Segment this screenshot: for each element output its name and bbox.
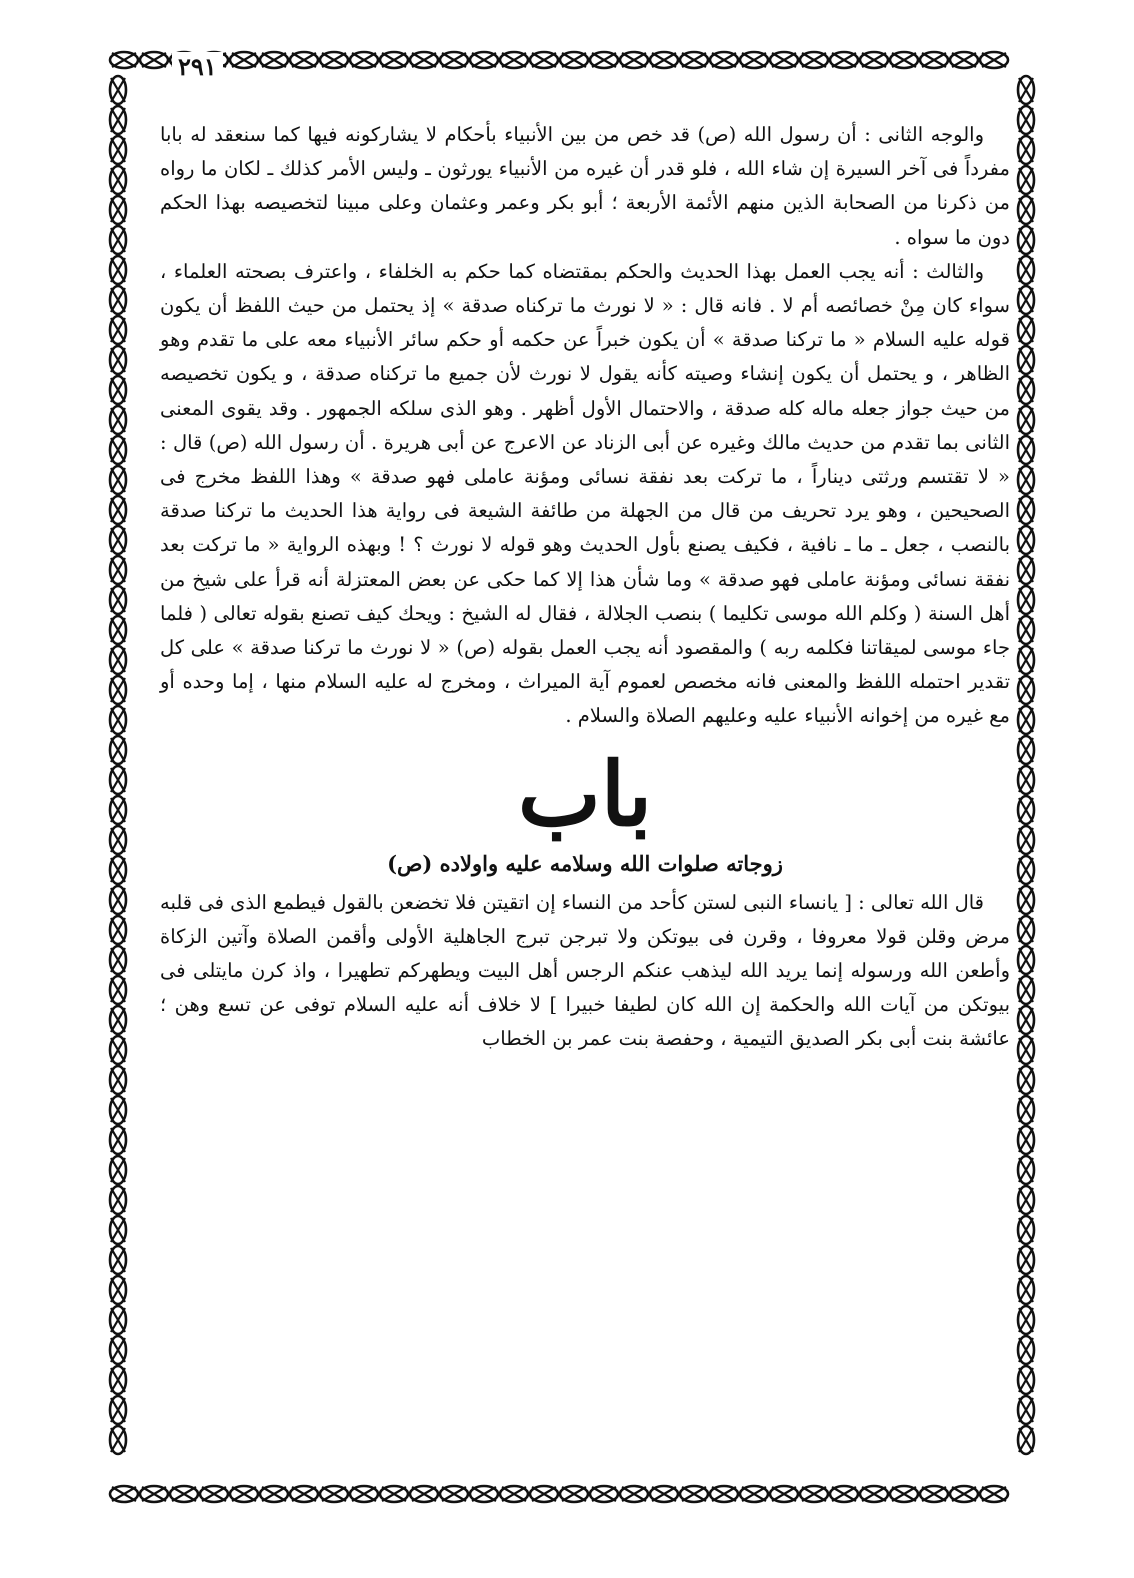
border-link <box>1018 76 1034 104</box>
border-link <box>1018 376 1034 404</box>
border-link <box>500 1486 528 1502</box>
border-link <box>110 466 126 494</box>
border-link <box>110 316 126 344</box>
border-link <box>110 1036 126 1064</box>
border-link <box>350 1486 378 1502</box>
border-link <box>110 1066 126 1094</box>
border-link <box>1018 136 1034 164</box>
border-link <box>110 736 126 764</box>
border-link <box>110 106 126 134</box>
border-link <box>980 52 1008 68</box>
border-link <box>1018 1126 1034 1154</box>
border-link <box>260 52 288 68</box>
border-link <box>680 52 708 68</box>
border-link <box>710 1486 738 1502</box>
border-link <box>890 52 918 68</box>
border-link <box>110 1096 126 1124</box>
border-link <box>1018 736 1034 764</box>
border-link <box>650 1486 678 1502</box>
border-link <box>530 52 558 68</box>
border-link <box>890 1486 918 1502</box>
border-link <box>770 52 798 68</box>
border-link <box>1018 976 1034 1004</box>
border-link <box>620 52 648 68</box>
border-link <box>110 226 126 254</box>
border-link <box>110 556 126 584</box>
border-link <box>650 52 678 68</box>
border-link <box>1018 346 1034 374</box>
border-link <box>110 1336 126 1364</box>
border-link <box>1018 856 1034 884</box>
border-link <box>1018 1216 1034 1244</box>
border-link <box>830 1486 858 1502</box>
border-link <box>740 52 768 68</box>
border-link <box>200 1486 228 1502</box>
border-link <box>110 526 126 554</box>
border-link <box>410 52 438 68</box>
border-link <box>470 52 498 68</box>
border-link <box>1018 1246 1034 1274</box>
border-link <box>590 52 618 68</box>
border-link <box>530 1486 558 1502</box>
border-link <box>1018 1186 1034 1214</box>
border-link <box>1018 436 1034 464</box>
border-link <box>110 286 126 314</box>
border-link <box>1018 286 1034 314</box>
border-link <box>110 1396 126 1424</box>
border-link <box>110 1006 126 1034</box>
border-link <box>1018 1426 1034 1454</box>
border-link <box>110 1276 126 1304</box>
border-link <box>1018 556 1034 584</box>
border-link <box>1018 646 1034 674</box>
border-link <box>920 52 948 68</box>
border-link <box>110 646 126 674</box>
border-link <box>830 52 858 68</box>
border-link <box>1018 766 1034 794</box>
border-link <box>1018 1396 1034 1424</box>
border-link <box>1018 916 1034 944</box>
border-link <box>110 76 126 104</box>
border-link <box>1018 316 1034 344</box>
border-link <box>800 52 828 68</box>
border-link <box>110 1246 126 1274</box>
border-link <box>110 406 126 434</box>
border-link <box>140 1486 168 1502</box>
border-link <box>500 52 528 68</box>
border-link <box>110 796 126 824</box>
paragraph: قال الله تعالى : [ يانساء النبى لستن كأحد من النساء إن اتقيتن فلا تخضعن بالقول فيطمع الذى فى قلبه مرض وقلن قولا معروفا ، وقرن فى بيوتكن ولا تبرجن تبرج الجاهلية الأولى وأقمن الصلاة وآتين الزكاة وأطعن الله ورسوله إنما يريد الله ليذهب عنكم الرجس أهل البيت ويطهركم تطهيرا ، واذ كرن مايتلى فى بيوتكن من آيات الله والحكمة إن الله كان لطيفا خبيرا ] لا خلاف أنه عليه السلام توفى عن تسع وهن ؛ عائشة بنت أبى بكر الصديق التيمية ، وحفصة بنت عمر بن الخطاب <box>160 890 1010 1051</box>
border-link <box>860 52 888 68</box>
border-link <box>110 166 126 194</box>
border-link <box>380 1486 408 1502</box>
border-link <box>110 1306 126 1334</box>
border-link <box>110 616 126 644</box>
border-link <box>1018 406 1034 434</box>
border-link <box>1018 886 1034 914</box>
border-link <box>560 52 588 68</box>
border-link <box>980 1486 1008 1502</box>
border-link <box>170 1486 198 1502</box>
border-link <box>410 1486 438 1502</box>
border-link <box>1018 1366 1034 1394</box>
border-link <box>1018 166 1034 194</box>
border-link <box>110 1426 126 1454</box>
border-link <box>1018 1306 1034 1334</box>
border-link <box>1018 496 1034 524</box>
paragraph: والوجه الثانى : أن رسول الله (ص) قد خص من بين الأنبياء بأحكام لا يشاركونه فيها كما سنعقد له بابا مفرداً فى آخر السيرة إن شاء الله ، فلو قدر أن غيره من الأنبياء يورثون ـ وليس الأمر كذلك ـ لكان ما رواه من ذكرنا من الصحابة الذين منهم الأئمة الأربعة ؛ أبو بكر وعمر وعثمان وعلى مبينا لتخصيصه بهذا الحكم دون ما سواه . <box>160 123 1010 249</box>
border-link <box>110 1126 126 1154</box>
border-link <box>230 1486 258 1502</box>
border-link <box>800 1486 828 1502</box>
border-link <box>1018 676 1034 704</box>
border-link <box>740 1486 768 1502</box>
border-link <box>1018 826 1034 854</box>
border-link <box>950 1486 978 1502</box>
border-link <box>440 52 468 68</box>
border-link <box>110 976 126 1004</box>
border-link <box>440 1486 468 1502</box>
border-link <box>770 1486 798 1502</box>
border-link <box>1018 586 1034 614</box>
border-link <box>920 1486 948 1502</box>
border-link <box>1018 466 1034 494</box>
border-link <box>1018 616 1034 644</box>
border-link <box>1018 1006 1034 1034</box>
border-link <box>860 1486 888 1502</box>
border-link <box>470 1486 498 1502</box>
border-link <box>710 52 738 68</box>
border-link <box>110 826 126 854</box>
border-link <box>110 436 126 464</box>
border-link <box>320 1486 348 1502</box>
border-link <box>110 1216 126 1244</box>
border-link <box>110 706 126 734</box>
border-link <box>1018 946 1034 974</box>
border-link <box>1018 1276 1034 1304</box>
page-body <box>160 118 1010 1057</box>
border-link <box>140 52 168 68</box>
border-link <box>1018 1156 1034 1184</box>
border-link <box>260 1486 288 1502</box>
chapter-title: باب <box>517 741 653 846</box>
border-link <box>110 586 126 614</box>
border-link <box>1018 1036 1034 1064</box>
border-link <box>110 376 126 404</box>
border-link <box>590 1486 618 1502</box>
border-link <box>1018 1336 1034 1364</box>
border-link <box>380 52 408 68</box>
border-link <box>110 766 126 794</box>
border-link <box>110 1366 126 1394</box>
border-link <box>110 196 126 224</box>
border-link <box>110 52 138 68</box>
border-link <box>1018 526 1034 554</box>
border-link <box>1018 256 1034 284</box>
border-link <box>1018 106 1034 134</box>
border-link <box>110 1486 138 1502</box>
border-link <box>680 1486 708 1502</box>
border-link <box>290 1486 318 1502</box>
border-link <box>350 52 378 68</box>
border-link <box>110 676 126 704</box>
border-link <box>110 1186 126 1214</box>
border-link <box>560 1486 588 1502</box>
border-link <box>230 52 258 68</box>
border-link <box>110 856 126 884</box>
border-link <box>320 52 348 68</box>
border-link <box>1018 796 1034 824</box>
border-link <box>110 916 126 944</box>
border-link <box>110 256 126 284</box>
border-link <box>950 52 978 68</box>
chapter-heading: زوجاته صلوات الله وسلامه عليه واولاده (ص) <box>387 850 783 876</box>
border-link <box>1018 706 1034 734</box>
border-link <box>110 136 126 164</box>
border-link <box>290 52 318 68</box>
border-link <box>110 1156 126 1184</box>
border-link <box>110 346 126 374</box>
border-link <box>1018 196 1034 224</box>
border-link <box>1018 1096 1034 1124</box>
paragraph: والثالث : أنه يجب العمل بهذا الحديث والحكم بمقتضاه كما حكم به الخلفاء ، واعترف بصحته العلماء ، سواء كان مِنْ خصائصه أم لا . فانه قال : « لا نورث ما تركناه صدقة » إذ يحتمل من حيث اللفظ أن يكون قوله عليه السلام « ما تركنا صدقة » أن يكون خبراً عن حكمه أو حكم سائر الأنبياء معه على ما تقدم وهو الظاهر ، و يحتمل أن يكون إنشاء وصيته كأنه يقول لا نورث لأن جميع ما تركناه صدقة ، و يكون تخصيصه من حيث جواز جعله ماله كله صدقة ، والاحتمال الأول أظهر . وهو الذى سلكه الجمهور . وقد يقوى المعنى الثانى بما تقدم من حديث مالك وغيره عن أبى الزناد عن الاعرج عن أبى هريرة . أن رسول الله (ص) قال : « لا تقتسم ورثتى ديناراً ، ما تركت بعد نفقة نسائى ومؤنة عاملى فهو صدقة » وهذا اللفظ مخرج فى الصحيحين ، وهو يرد تحريف من قال من الجهلة من طائفة الشيعة فى رواية هذا الحديث ما تركنا صدقة بالنصب ، جعل ـ ما ـ نافية ، فكيف يصنع بأول الحديث وهو قوله لا نورث ؟ ! وبهذه الرواية « ما تركت بعد نفقة نسائى ومؤنة عاملى فهو صدقة » وما شأن هذا إلا كما حكى عن بعض المعتزلة أنه قرأ على شيخ من أهل السنة ( وكلم الله موسى تكليما ) بنصب الجلالة ، فقال له الشيخ : ويحك كيف تصنع بقوله تعالى ( فلما جاء موسى لميقاتنا فكلمه ربه ) والمقصود أنه يجب العمل بقوله (ص) « لا نورث ما تركنا صدقة » على كل تقدير احتمله اللفظ والمعنى فانه مخصص لعموم آية الميراث ، ومخرج له عليه السلام منها ، إما وحده أو مع غيره من إخوانه الأنبياء عليه وعليهم الصلاة والسلام . <box>160 259 1010 728</box>
border-link <box>110 496 126 524</box>
border-link <box>110 886 126 914</box>
border-link <box>620 1486 648 1502</box>
border-link <box>110 946 126 974</box>
page-number: ٢٩١ <box>172 52 223 82</box>
border-link <box>1018 1066 1034 1094</box>
border-link <box>1018 226 1034 254</box>
